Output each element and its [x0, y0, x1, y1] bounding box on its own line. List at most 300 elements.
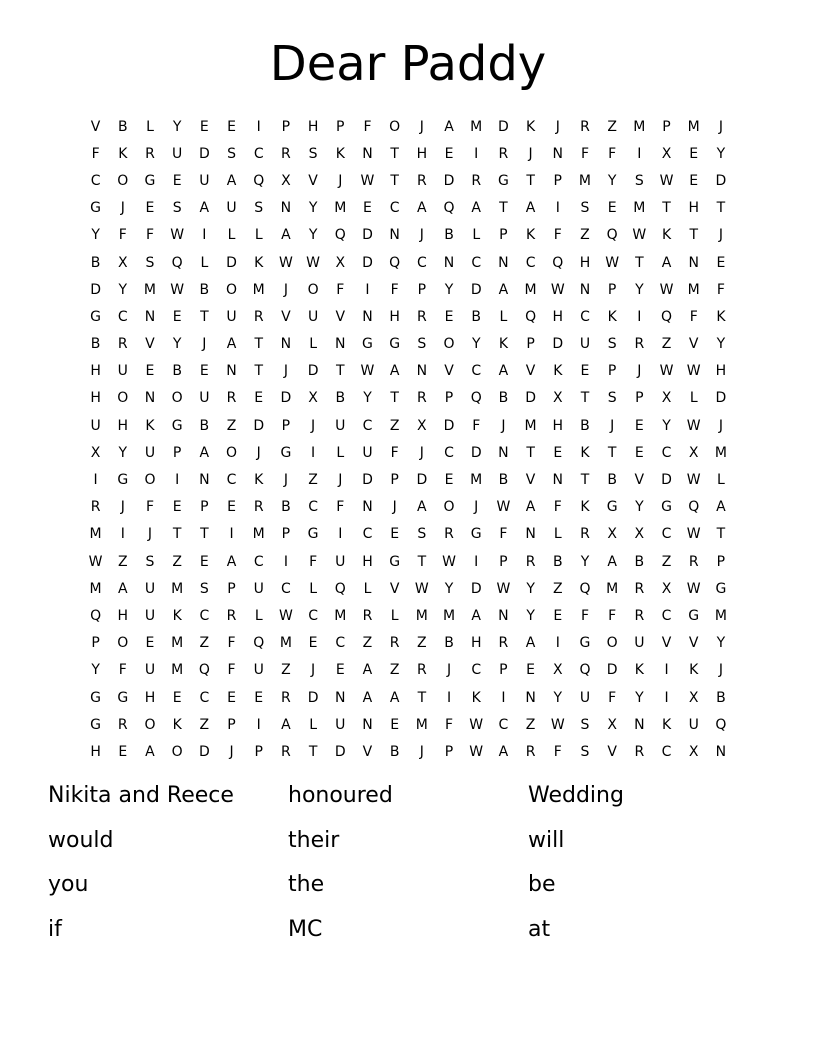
grid-cell[interactable]: B: [607, 472, 617, 489]
grid-cell[interactable]: Q: [688, 499, 700, 516]
grid-cell[interactable]: K: [661, 716, 672, 733]
grid-cell[interactable]: N: [280, 200, 292, 217]
grid-cell[interactable]: M: [171, 662, 184, 679]
grid-cell[interactable]: S: [145, 254, 155, 271]
grid-cell[interactable]: Y: [91, 662, 100, 679]
grid-cell[interactable]: I: [256, 716, 261, 733]
grid-cell[interactable]: I: [637, 145, 642, 162]
grid-cell[interactable]: B: [498, 472, 509, 489]
grid-cell[interactable]: S: [607, 336, 617, 353]
grid-cell[interactable]: P: [172, 444, 182, 461]
grid-cell[interactable]: P: [635, 390, 644, 407]
grid-cell[interactable]: J: [311, 662, 316, 679]
grid-cell[interactable]: G: [90, 689, 102, 706]
grid-cell[interactable]: D: [362, 472, 373, 489]
grid-cell[interactable]: R: [90, 499, 101, 516]
grid-cell[interactable]: P: [200, 499, 209, 516]
grid-cell[interactable]: J: [283, 472, 288, 489]
grid-cell[interactable]: Y: [635, 689, 644, 706]
grid-cell[interactable]: N: [525, 526, 536, 543]
grid-cell[interactable]: C: [253, 145, 264, 162]
grid-cell[interactable]: U: [307, 308, 319, 325]
grid-cell[interactable]: R: [525, 553, 536, 570]
grid-cell[interactable]: E: [553, 607, 563, 624]
grid-cell[interactable]: U: [117, 363, 128, 380]
grid-cell[interactable]: U: [90, 417, 101, 434]
grid-cell[interactable]: R: [498, 635, 509, 652]
grid-cell[interactable]: U: [335, 417, 346, 434]
grid-cell[interactable]: M: [415, 607, 428, 624]
grid-cell[interactable]: O: [226, 281, 238, 298]
grid-cell[interactable]: F: [336, 281, 345, 298]
grid-cell[interactable]: M: [687, 281, 700, 298]
grid-cell[interactable]: E: [172, 308, 182, 325]
grid-cell[interactable]: B: [117, 118, 128, 135]
grid-cell[interactable]: K: [471, 689, 481, 706]
grid-cell[interactable]: D: [226, 254, 237, 271]
grid-cell[interactable]: F: [580, 145, 589, 162]
grid-cell[interactable]: M: [334, 200, 347, 217]
grid-cell[interactable]: R: [117, 336, 128, 353]
grid-cell[interactable]: M: [524, 417, 537, 434]
grid-cell[interactable]: N: [144, 308, 156, 325]
grid-cell[interactable]: Y: [444, 580, 454, 597]
grid-cell[interactable]: X: [634, 526, 645, 543]
grid-cell[interactable]: C: [90, 172, 101, 189]
grid-cell[interactable]: P: [662, 118, 671, 135]
grid-cell[interactable]: I: [664, 662, 669, 679]
grid-cell[interactable]: R: [389, 635, 400, 652]
grid-cell[interactable]: F: [227, 635, 236, 652]
grid-cell[interactable]: Y: [118, 444, 128, 461]
grid-cell[interactable]: J: [474, 499, 479, 516]
grid-cell[interactable]: W: [496, 499, 511, 516]
grid-cell[interactable]: Z: [607, 118, 617, 135]
grid-cell[interactable]: D: [715, 390, 727, 407]
grid-cell[interactable]: E: [634, 444, 644, 461]
grid-cell[interactable]: A: [117, 580, 128, 597]
grid-cell[interactable]: T: [417, 689, 427, 706]
grid-cell[interactable]: I: [256, 118, 261, 135]
grid-cell[interactable]: D: [362, 227, 373, 244]
grid-cell[interactable]: Z: [281, 662, 291, 679]
grid-cell[interactable]: F: [553, 499, 562, 516]
grid-cell[interactable]: Z: [525, 716, 536, 733]
grid-cell[interactable]: F: [553, 227, 562, 244]
grid-cell[interactable]: X: [661, 145, 672, 162]
grid-cell[interactable]: V: [362, 743, 373, 760]
grid-cell[interactable]: V: [525, 472, 536, 489]
grid-cell[interactable]: N: [416, 363, 428, 380]
grid-cell[interactable]: J: [718, 227, 723, 244]
grid-cell[interactable]: M: [470, 118, 483, 135]
grid-cell[interactable]: D: [552, 336, 564, 353]
grid-cell[interactable]: T: [635, 254, 644, 271]
grid-cell[interactable]: W: [170, 281, 185, 298]
grid-cell[interactable]: N: [443, 254, 455, 271]
grid-cell[interactable]: Q: [389, 254, 401, 271]
grid-cell[interactable]: L: [254, 227, 263, 244]
grid-cell[interactable]: L: [227, 227, 236, 244]
grid-cell[interactable]: B: [90, 254, 101, 271]
grid-cell[interactable]: X: [552, 662, 563, 679]
grid-cell[interactable]: Q: [661, 308, 673, 325]
grid-cell[interactable]: G: [307, 526, 319, 543]
grid-cell[interactable]: B: [335, 390, 346, 407]
grid-cell[interactable]: F: [608, 145, 617, 162]
grid-cell[interactable]: E: [227, 118, 236, 135]
grid-cell[interactable]: Y: [635, 281, 644, 298]
grid-cell[interactable]: L: [390, 607, 399, 624]
grid-cell[interactable]: M: [714, 607, 727, 624]
grid-cell[interactable]: F: [118, 662, 127, 679]
grid-cell[interactable]: E: [145, 635, 155, 652]
grid-cell[interactable]: D: [525, 390, 536, 407]
grid-cell[interactable]: E: [199, 118, 209, 135]
grid-cell[interactable]: B: [199, 281, 210, 298]
grid-cell[interactable]: V: [688, 336, 699, 353]
grid-cell[interactable]: R: [281, 145, 291, 162]
grid-cell[interactable]: O: [171, 390, 183, 407]
grid-cell[interactable]: L: [146, 118, 154, 135]
grid-cell[interactable]: Z: [389, 662, 400, 679]
grid-cell[interactable]: B: [90, 336, 101, 353]
grid-cell[interactable]: W: [360, 363, 375, 380]
grid-cell[interactable]: I: [338, 526, 343, 543]
grid-cell[interactable]: M: [687, 118, 700, 135]
grid-cell[interactable]: M: [171, 580, 184, 597]
grid-cell[interactable]: T: [390, 172, 399, 189]
grid-cell[interactable]: R: [281, 689, 291, 706]
grid-cell[interactable]: F: [145, 499, 154, 516]
grid-cell[interactable]: H: [389, 308, 400, 325]
grid-cell[interactable]: A: [525, 635, 536, 652]
grid-cell[interactable]: J: [147, 526, 153, 543]
grid-cell[interactable]: E: [199, 553, 209, 570]
grid-cell[interactable]: P: [227, 580, 236, 597]
grid-cell[interactable]: F: [499, 526, 508, 543]
grid-cell[interactable]: M: [633, 118, 646, 135]
grid-cell[interactable]: J: [202, 336, 207, 353]
grid-cell[interactable]: T: [526, 444, 535, 461]
grid-cell[interactable]: N: [715, 743, 727, 760]
grid-cell[interactable]: N: [144, 390, 156, 407]
grid-cell[interactable]: Z: [308, 472, 318, 489]
grid-cell[interactable]: Y: [553, 689, 563, 706]
grid-cell[interactable]: W: [469, 716, 484, 733]
grid-cell[interactable]: X: [117, 254, 128, 271]
grid-cell[interactable]: U: [362, 444, 373, 461]
grid-cell[interactable]: L: [363, 580, 372, 597]
grid-cell[interactable]: G: [144, 172, 156, 189]
grid-cell[interactable]: O: [144, 472, 156, 489]
grid-cell[interactable]: J: [637, 363, 642, 380]
grid-cell[interactable]: L: [472, 227, 481, 244]
grid-cell[interactable]: E: [199, 363, 209, 380]
grid-cell[interactable]: C: [308, 607, 318, 624]
grid-cell[interactable]: O: [117, 172, 129, 189]
grid-cell[interactable]: F: [336, 499, 345, 516]
grid-cell[interactable]: O: [144, 716, 156, 733]
grid-cell[interactable]: V: [308, 172, 318, 189]
grid-cell[interactable]: P: [444, 743, 454, 760]
grid-cell[interactable]: M: [252, 281, 265, 298]
grid-cell[interactable]: G: [497, 172, 509, 189]
grid-cell[interactable]: I: [555, 200, 560, 217]
grid-cell[interactable]: T: [200, 526, 209, 543]
grid-cell[interactable]: P: [417, 281, 427, 298]
grid-cell[interactable]: F: [608, 607, 617, 624]
grid-cell[interactable]: H: [715, 363, 727, 380]
grid-cell[interactable]: Y: [716, 635, 726, 652]
grid-cell[interactable]: C: [335, 635, 346, 652]
grid-cell[interactable]: Q: [579, 662, 591, 679]
grid-cell[interactable]: C: [471, 662, 482, 679]
grid-cell[interactable]: K: [634, 662, 644, 679]
grid-cell[interactable]: O: [226, 444, 238, 461]
grid-cell[interactable]: Y: [526, 607, 535, 624]
letter-grid[interactable]: [82, 113, 735, 766]
grid-cell[interactable]: R: [634, 336, 645, 353]
grid-cell[interactable]: D: [362, 254, 373, 271]
grid-cell[interactable]: I: [446, 689, 452, 706]
grid-cell[interactable]: T: [336, 363, 345, 380]
grid-cell[interactable]: X: [281, 172, 291, 189]
grid-cell[interactable]: D: [470, 580, 482, 597]
grid-cell[interactable]: V: [607, 743, 617, 760]
grid-cell[interactable]: K: [580, 499, 590, 516]
grid-cell[interactable]: D: [470, 444, 482, 461]
grid-cell[interactable]: J: [419, 444, 424, 461]
grid-cell[interactable]: J: [120, 200, 125, 217]
grid-cell[interactable]: D: [443, 172, 455, 189]
grid-cell[interactable]: Q: [198, 662, 210, 679]
grid-cell[interactable]: H: [307, 118, 319, 135]
grid-cell[interactable]: F: [553, 743, 562, 760]
grid-cell[interactable]: L: [499, 308, 508, 325]
grid-cell[interactable]: B: [172, 363, 182, 380]
grid-cell[interactable]: T: [607, 444, 617, 461]
grid-cell[interactable]: S: [227, 145, 236, 162]
grid-cell[interactable]: P: [499, 553, 508, 570]
grid-cell[interactable]: L: [309, 716, 317, 733]
grid-cell[interactable]: H: [416, 145, 428, 162]
grid-cell[interactable]: L: [309, 336, 317, 353]
grid-cell[interactable]: I: [175, 472, 180, 489]
grid-cell[interactable]: E: [689, 145, 699, 162]
grid-cell[interactable]: R: [226, 390, 237, 407]
grid-cell[interactable]: W: [659, 363, 674, 380]
grid-cell[interactable]: I: [120, 526, 125, 543]
grid-cell[interactable]: G: [90, 308, 102, 325]
grid-cell[interactable]: W: [496, 580, 511, 597]
grid-cell[interactable]: D: [198, 145, 210, 162]
grid-cell[interactable]: A: [607, 553, 617, 570]
grid-cell[interactable]: Q: [579, 580, 591, 597]
grid-cell[interactable]: K: [335, 145, 345, 162]
grid-cell[interactable]: C: [580, 308, 590, 325]
grid-cell[interactable]: G: [280, 444, 292, 461]
grid-cell[interactable]: T: [580, 390, 590, 407]
grid-cell[interactable]: A: [498, 363, 509, 380]
grid-cell[interactable]: H: [90, 363, 101, 380]
grid-cell[interactable]: G: [579, 635, 591, 652]
grid-cell[interactable]: D: [498, 118, 509, 135]
grid-cell[interactable]: B: [634, 553, 645, 570]
grid-cell[interactable]: E: [716, 254, 726, 271]
grid-cell[interactable]: K: [172, 716, 182, 733]
grid-cell[interactable]: O: [171, 743, 183, 760]
grid-cell[interactable]: Z: [199, 635, 210, 652]
grid-cell[interactable]: E: [254, 689, 264, 706]
grid-cell[interactable]: E: [254, 390, 264, 407]
grid-cell[interactable]: R: [688, 553, 699, 570]
grid-cell[interactable]: B: [199, 417, 210, 434]
grid-cell[interactable]: A: [226, 172, 237, 189]
grid-cell[interactable]: J: [555, 118, 560, 135]
grid-cell[interactable]: W: [686, 363, 701, 380]
grid-cell[interactable]: C: [471, 363, 482, 380]
grid-cell[interactable]: Q: [171, 254, 183, 271]
grid-cell[interactable]: I: [555, 635, 560, 652]
grid-cell[interactable]: N: [688, 254, 699, 271]
grid-cell[interactable]: A: [525, 499, 536, 516]
grid-cell[interactable]: T: [662, 200, 671, 217]
grid-cell[interactable]: B: [281, 499, 291, 516]
grid-cell[interactable]: C: [281, 580, 291, 597]
grid-cell[interactable]: P: [553, 172, 562, 189]
grid-cell[interactable]: C: [226, 472, 237, 489]
grid-cell[interactable]: K: [716, 308, 726, 325]
grid-cell[interactable]: A: [389, 363, 400, 380]
grid-cell[interactable]: U: [579, 336, 591, 353]
grid-cell[interactable]: A: [716, 499, 726, 516]
grid-cell[interactable]: Y: [580, 553, 590, 570]
grid-cell[interactable]: A: [199, 444, 210, 461]
grid-cell[interactable]: O: [117, 635, 129, 652]
grid-cell[interactable]: C: [471, 254, 482, 271]
grid-cell[interactable]: L: [553, 526, 562, 543]
grid-cell[interactable]: K: [607, 308, 617, 325]
grid-cell[interactable]: H: [470, 635, 482, 652]
grid-cell[interactable]: N: [498, 444, 509, 461]
grid-cell[interactable]: S: [199, 580, 209, 597]
grid-cell[interactable]: X: [607, 526, 617, 543]
grid-cell[interactable]: B: [580, 417, 590, 434]
grid-cell[interactable]: S: [634, 172, 644, 189]
grid-cell[interactable]: W: [88, 553, 103, 570]
grid-cell[interactable]: M: [578, 172, 592, 189]
grid-cell[interactable]: O: [606, 635, 618, 652]
grid-cell[interactable]: F: [445, 716, 454, 733]
grid-cell[interactable]: T: [716, 200, 726, 217]
grid-cell[interactable]: E: [689, 172, 699, 189]
grid-cell[interactable]: N: [552, 145, 564, 162]
grid-cell[interactable]: N: [199, 472, 210, 489]
grid-cell[interactable]: W: [442, 553, 456, 570]
grid-cell[interactable]: D: [198, 743, 210, 760]
grid-cell[interactable]: B: [716, 689, 726, 706]
grid-cell[interactable]: W: [632, 227, 647, 244]
grid-cell[interactable]: W: [550, 281, 565, 298]
grid-cell[interactable]: M: [252, 526, 265, 543]
grid-cell[interactable]: Z: [362, 635, 373, 652]
grid-cell[interactable]: T: [390, 390, 399, 407]
grid-cell[interactable]: I: [501, 689, 506, 706]
grid-cell[interactable]: Z: [661, 553, 672, 570]
grid-cell[interactable]: E: [553, 444, 563, 461]
grid-cell[interactable]: W: [686, 417, 701, 434]
grid-cell[interactable]: A: [417, 200, 427, 217]
grid-cell[interactable]: Q: [715, 716, 727, 733]
grid-cell[interactable]: E: [172, 499, 182, 516]
grid-cell[interactable]: N: [226, 363, 237, 380]
grid-cell[interactable]: G: [715, 580, 727, 597]
grid-cell[interactable]: T: [417, 553, 427, 570]
grid-cell[interactable]: X: [552, 390, 563, 407]
grid-cell[interactable]: U: [253, 662, 264, 679]
grid-cell[interactable]: A: [471, 607, 481, 624]
grid-cell[interactable]: P: [526, 336, 535, 353]
grid-cell[interactable]: J: [283, 363, 288, 380]
grid-cell[interactable]: Q: [334, 580, 346, 597]
grid-cell[interactable]: U: [144, 607, 156, 624]
grid-cell[interactable]: J: [392, 499, 397, 516]
grid-cell[interactable]: K: [498, 336, 508, 353]
grid-cell[interactable]: S: [145, 553, 155, 570]
grid-cell[interactable]: X: [661, 390, 672, 407]
grid-cell[interactable]: T: [716, 526, 726, 543]
grid-cell[interactable]: G: [661, 499, 672, 516]
grid-cell[interactable]: C: [199, 607, 210, 624]
grid-cell[interactable]: P: [227, 716, 236, 733]
grid-cell[interactable]: G: [117, 689, 129, 706]
grid-cell[interactable]: R: [444, 526, 454, 543]
grid-cell[interactable]: C: [253, 553, 264, 570]
grid-cell[interactable]: K: [553, 363, 563, 380]
grid-cell[interactable]: C: [661, 743, 672, 760]
grid-cell[interactable]: U: [579, 689, 591, 706]
grid-cell[interactable]: N: [552, 472, 564, 489]
grid-cell[interactable]: Y: [716, 145, 726, 162]
grid-cell[interactable]: S: [580, 716, 590, 733]
grid-cell[interactable]: C: [661, 607, 672, 624]
grid-cell[interactable]: E: [227, 499, 236, 516]
grid-cell[interactable]: W: [659, 172, 674, 189]
grid-cell[interactable]: Y: [526, 580, 535, 597]
grid-cell[interactable]: H: [117, 417, 129, 434]
grid-cell[interactable]: P: [607, 281, 617, 298]
grid-cell[interactable]: O: [443, 499, 455, 516]
grid-cell[interactable]: U: [335, 553, 346, 570]
grid-cell[interactable]: H: [362, 553, 373, 570]
grid-cell[interactable]: B: [444, 635, 454, 652]
grid-cell[interactable]: J: [419, 227, 424, 244]
grid-cell[interactable]: R: [634, 607, 645, 624]
grid-cell[interactable]: S: [417, 526, 427, 543]
grid-cell[interactable]: E: [172, 689, 182, 706]
grid-cell[interactable]: A: [362, 689, 373, 706]
grid-cell[interactable]: F: [309, 553, 318, 570]
grid-cell[interactable]: L: [717, 472, 725, 489]
grid-cell[interactable]: R: [580, 118, 590, 135]
grid-cell[interactable]: Z: [661, 336, 672, 353]
grid-cell[interactable]: P: [716, 553, 726, 570]
grid-cell[interactable]: J: [718, 662, 723, 679]
grid-cell[interactable]: A: [226, 336, 237, 353]
grid-cell[interactable]: G: [389, 553, 401, 570]
grid-cell[interactable]: G: [688, 607, 700, 624]
